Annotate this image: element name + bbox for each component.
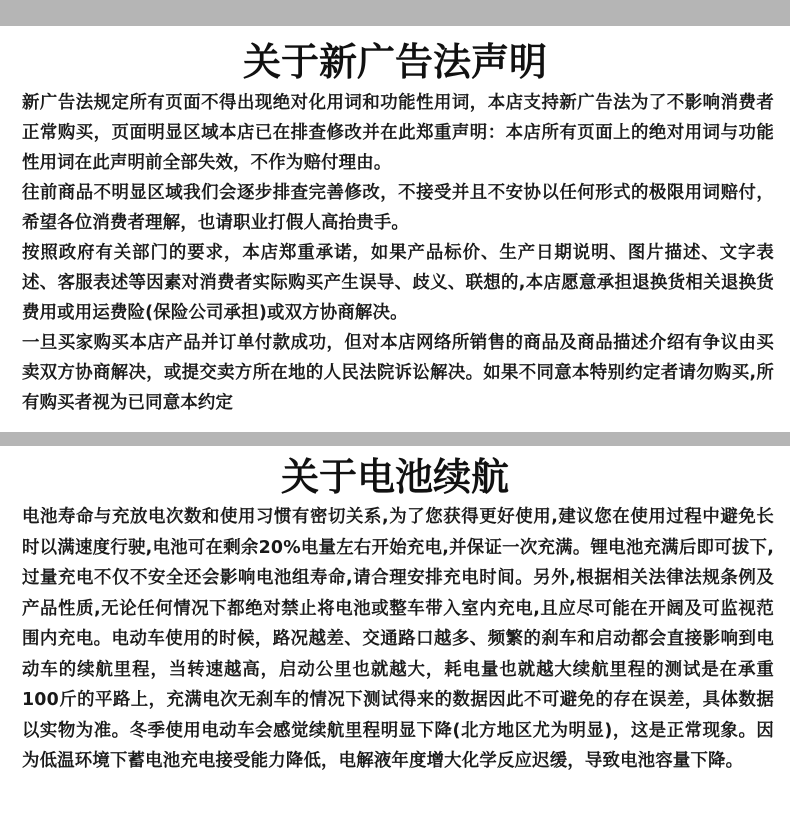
top-divider-band <box>0 0 790 26</box>
battery-life-title: 关于电池续航 <box>280 455 509 499</box>
ad-law-paragraph-3: 按照政府有关部门的要求，本店郑重承诺，如果产品标价、生产日期说明、图片描述、文字表述、客服表述等因素对消费者实际购买产生误导、歧义、联想的,本店愿意承担退换货相关退换货费用或用运费险(保险公司承担)或双方协商解决。 <box>22 243 774 323</box>
ad-law-paragraph-2: 往前商品不明显区域我们会逐步排查完善修改，不接受并且不安协以任何形式的极限用词赔付，希望各位消费者理解，也请职业打假人高抬贵手。 <box>22 183 774 233</box>
ad-law-paragraph-4: 一旦买家购买本店产品并订单付款成功，但对本店网络所销售的商品及商品描述介绍有争议由买卖双方协商解决，或提交卖方所在地的人民法院诉讼解决。如果不同意本特别约定者请勿购买,所有购买者视为已同意本约定 <box>22 333 774 413</box>
ad-law-statement-title: 关于新广告法声明 <box>242 40 547 84</box>
battery-life-paragraph: 电池寿命与充放电次数和使用习惯有密切关系,为了您获得更好使用,建议您在使用过程中避免长时以满速度行驶,电池可在剩余20%电量左右开始充电,并保证一次充满。锂电池充满后即可拔下,过量充电不仅不安全还会影响电池组寿命,请合理安排充电时间。另外,根据相关法律法规条例及产品性质,无论任何情况下都绝对禁止将电池或整车带入室内充电,且应尽可能在开阔及可监视范围内充电。电动车使用的时候，路况越差、交通路口越多、频繁的刹车和启动都会直接影响到电动车的续航里程，当转速越高，启动公里也就越大，耗电量也就越大续航里程的测试是在承重100斤的平路上，充满电次无刹车的情况下测试得来的数据因此不可避免的存在误差，具体数据以实物为准。冬季使用电动车会感觉续航里程明显下降(北方地区尤为明显)，这是正常现象。因为低温环境下蓄电池充电接受能力降低，电解液年度增大化学反应迟缓，导致电池容量下降。 <box>22 507 774 771</box>
section-divider-band <box>0 432 790 446</box>
ad-law-statement-body <box>22 88 774 418</box>
battery-life-body <box>22 502 774 777</box>
ad-law-paragraph-1: 新广告法规定所有页面不得出现绝对化用词和功能性用词，本店支持新广告法为了不影响消费者正常购买，页面明显区域本店已在排查修改并在此郑重声明：本店所有页面上的绝对用词与功能性用词在此声明前全部失效，不作为赔付理由。 <box>22 93 774 173</box>
